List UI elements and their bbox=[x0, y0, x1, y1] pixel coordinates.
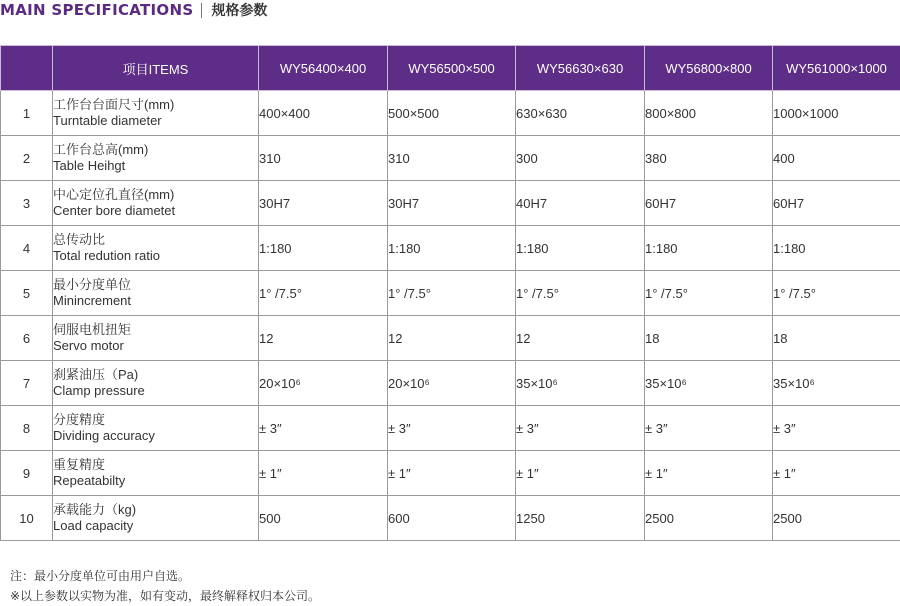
row-number: 6 bbox=[1, 316, 53, 361]
spec-value-cell: 40H7 bbox=[516, 181, 645, 226]
spec-value-cell: 1000×1000 bbox=[773, 91, 900, 136]
item-name-chinese: 分度精度 bbox=[53, 412, 258, 428]
header-cell-model: WY56400×400 bbox=[259, 46, 388, 91]
spec-value-cell: ± 3″ bbox=[388, 406, 516, 451]
table-row bbox=[1, 451, 900, 496]
spec-value-cell: 20×10⁶ bbox=[259, 361, 388, 406]
spec-value-cell: 1° /7.5° bbox=[645, 271, 773, 316]
spec-value-cell: 500×500 bbox=[388, 91, 516, 136]
spec-value-cell: 1° /7.5° bbox=[773, 271, 900, 316]
item-cell bbox=[53, 361, 259, 406]
item-name-chinese: 刹紧油压（Pa) bbox=[53, 367, 258, 383]
item-name-english: Dividing accuracy bbox=[53, 428, 258, 444]
spec-value-cell: ± 1″ bbox=[259, 451, 388, 496]
spec-value-cell: 400 bbox=[773, 136, 900, 181]
table-row bbox=[1, 226, 900, 271]
header-cell-number bbox=[1, 46, 53, 91]
item-cell bbox=[53, 136, 259, 181]
item-name-chinese: 最小分度单位 bbox=[53, 277, 258, 293]
spec-value-cell: 630×630 bbox=[516, 91, 645, 136]
spec-value-cell: 310 bbox=[259, 136, 388, 181]
table-header-row bbox=[1, 46, 900, 91]
header-cell-model: WY561000×1000 bbox=[773, 46, 900, 91]
page-header bbox=[0, 0, 267, 20]
item-name-english: Center bore diametet bbox=[53, 203, 258, 219]
item-cell bbox=[53, 271, 259, 316]
spec-value-cell: 35×10⁶ bbox=[645, 361, 773, 406]
spec-value-cell: 1° /7.5° bbox=[516, 271, 645, 316]
row-number: 5 bbox=[1, 271, 53, 316]
item-cell bbox=[53, 406, 259, 451]
spec-value-cell: 1:180 bbox=[773, 226, 900, 271]
spec-value-cell: 2500 bbox=[773, 496, 900, 541]
spec-value-cell: 30H7 bbox=[388, 181, 516, 226]
item-name-chinese: 重复精度 bbox=[53, 457, 258, 473]
spec-value-cell: ± 3″ bbox=[773, 406, 900, 451]
item-name-english: Servo motor bbox=[53, 338, 258, 354]
header-cell-items: 项目ITEMS bbox=[53, 46, 259, 91]
spec-value-cell: 800×800 bbox=[645, 91, 773, 136]
spec-value-cell: 1° /7.5° bbox=[259, 271, 388, 316]
spec-value-cell: 30H7 bbox=[259, 181, 388, 226]
table-row bbox=[1, 181, 900, 226]
row-number: 4 bbox=[1, 226, 53, 271]
spec-value-cell: 1:180 bbox=[388, 226, 516, 271]
spec-value-cell: 600 bbox=[388, 496, 516, 541]
table-row bbox=[1, 496, 900, 541]
table-row bbox=[1, 91, 900, 136]
row-number: 9 bbox=[1, 451, 53, 496]
item-name-chinese: 总传动比 bbox=[53, 232, 258, 248]
title-english: MAIN SPECIFICATIONS bbox=[0, 1, 193, 19]
spec-value-cell: 12 bbox=[516, 316, 645, 361]
item-cell bbox=[53, 451, 259, 496]
row-number: 1 bbox=[1, 91, 53, 136]
spec-value-cell: 60H7 bbox=[645, 181, 773, 226]
header-cell-model: WY56630×630 bbox=[516, 46, 645, 91]
item-cell bbox=[53, 181, 259, 226]
spec-value-cell: ± 3″ bbox=[259, 406, 388, 451]
title-divider bbox=[201, 3, 202, 18]
specifications-table bbox=[0, 45, 900, 541]
table-body bbox=[1, 91, 900, 541]
item-name-english: Minincrement bbox=[53, 293, 258, 309]
spec-value-cell: 1:180 bbox=[645, 226, 773, 271]
spec-value-cell: 60H7 bbox=[773, 181, 900, 226]
item-cell bbox=[53, 496, 259, 541]
footnote-line: 注：最小分度单位可由用户自选。 bbox=[10, 566, 320, 586]
spec-value-cell: 35×10⁶ bbox=[773, 361, 900, 406]
header-cell-model: WY56500×500 bbox=[388, 46, 516, 91]
item-name-english: Turntable diameter bbox=[53, 113, 258, 129]
spec-value-cell: ± 3″ bbox=[516, 406, 645, 451]
table-row bbox=[1, 406, 900, 451]
item-name-chinese: 工作台总高(mm) bbox=[53, 142, 258, 158]
row-number: 7 bbox=[1, 361, 53, 406]
spec-value-cell: 500 bbox=[259, 496, 388, 541]
table-row bbox=[1, 136, 900, 181]
spec-value-cell: 18 bbox=[645, 316, 773, 361]
spec-value-cell: 20×10⁶ bbox=[388, 361, 516, 406]
spec-value-cell: 12 bbox=[388, 316, 516, 361]
spec-value-cell: 18 bbox=[773, 316, 900, 361]
spec-value-cell: 380 bbox=[645, 136, 773, 181]
footnote-line: ※以上参数以实物为准，如有变动，最终解释权归本公司。 bbox=[10, 586, 320, 606]
spec-value-cell: 35×10⁶ bbox=[516, 361, 645, 406]
item-name-chinese: 中心定位孔直径(mm) bbox=[53, 187, 258, 203]
table-row bbox=[1, 271, 900, 316]
item-name-english: Total redution ratio bbox=[53, 248, 258, 264]
item-name-chinese: 工作台台面尺寸(mm) bbox=[53, 97, 258, 113]
item-cell bbox=[53, 316, 259, 361]
item-name-english: Load capacity bbox=[53, 518, 258, 534]
item-name-chinese: 伺服电机扭矩 bbox=[53, 322, 258, 338]
item-cell bbox=[53, 226, 259, 271]
spec-value-cell: ± 1″ bbox=[645, 451, 773, 496]
item-name-english: Table Heihgt bbox=[53, 158, 258, 174]
spec-value-cell: 1° /7.5° bbox=[388, 271, 516, 316]
spec-value-cell: ± 3″ bbox=[645, 406, 773, 451]
spec-value-cell: ± 1″ bbox=[773, 451, 900, 496]
spec-value-cell: 12 bbox=[259, 316, 388, 361]
title-chinese: 规格参数 bbox=[211, 0, 267, 20]
row-number: 10 bbox=[1, 496, 53, 541]
spec-value-cell: 310 bbox=[388, 136, 516, 181]
spec-value-cell: 1250 bbox=[516, 496, 645, 541]
spec-value-cell: ± 1″ bbox=[516, 451, 645, 496]
row-number: 3 bbox=[1, 181, 53, 226]
row-number: 2 bbox=[1, 136, 53, 181]
header-cell-model: WY56800×800 bbox=[645, 46, 773, 91]
item-cell bbox=[53, 91, 259, 136]
item-name-chinese: 承载能力（kg) bbox=[53, 502, 258, 518]
row-number: 8 bbox=[1, 406, 53, 451]
table-row bbox=[1, 316, 900, 361]
table-row bbox=[1, 361, 900, 406]
footnotes bbox=[10, 566, 320, 606]
spec-value-cell: 300 bbox=[516, 136, 645, 181]
spec-value-cell: ± 1″ bbox=[388, 451, 516, 496]
spec-value-cell: 400×400 bbox=[259, 91, 388, 136]
item-name-english: Clamp pressure bbox=[53, 383, 258, 399]
item-name-english: Repeatabilty bbox=[53, 473, 258, 489]
spec-value-cell: 1:180 bbox=[516, 226, 645, 271]
spec-value-cell: 1:180 bbox=[259, 226, 388, 271]
spec-value-cell: 2500 bbox=[645, 496, 773, 541]
